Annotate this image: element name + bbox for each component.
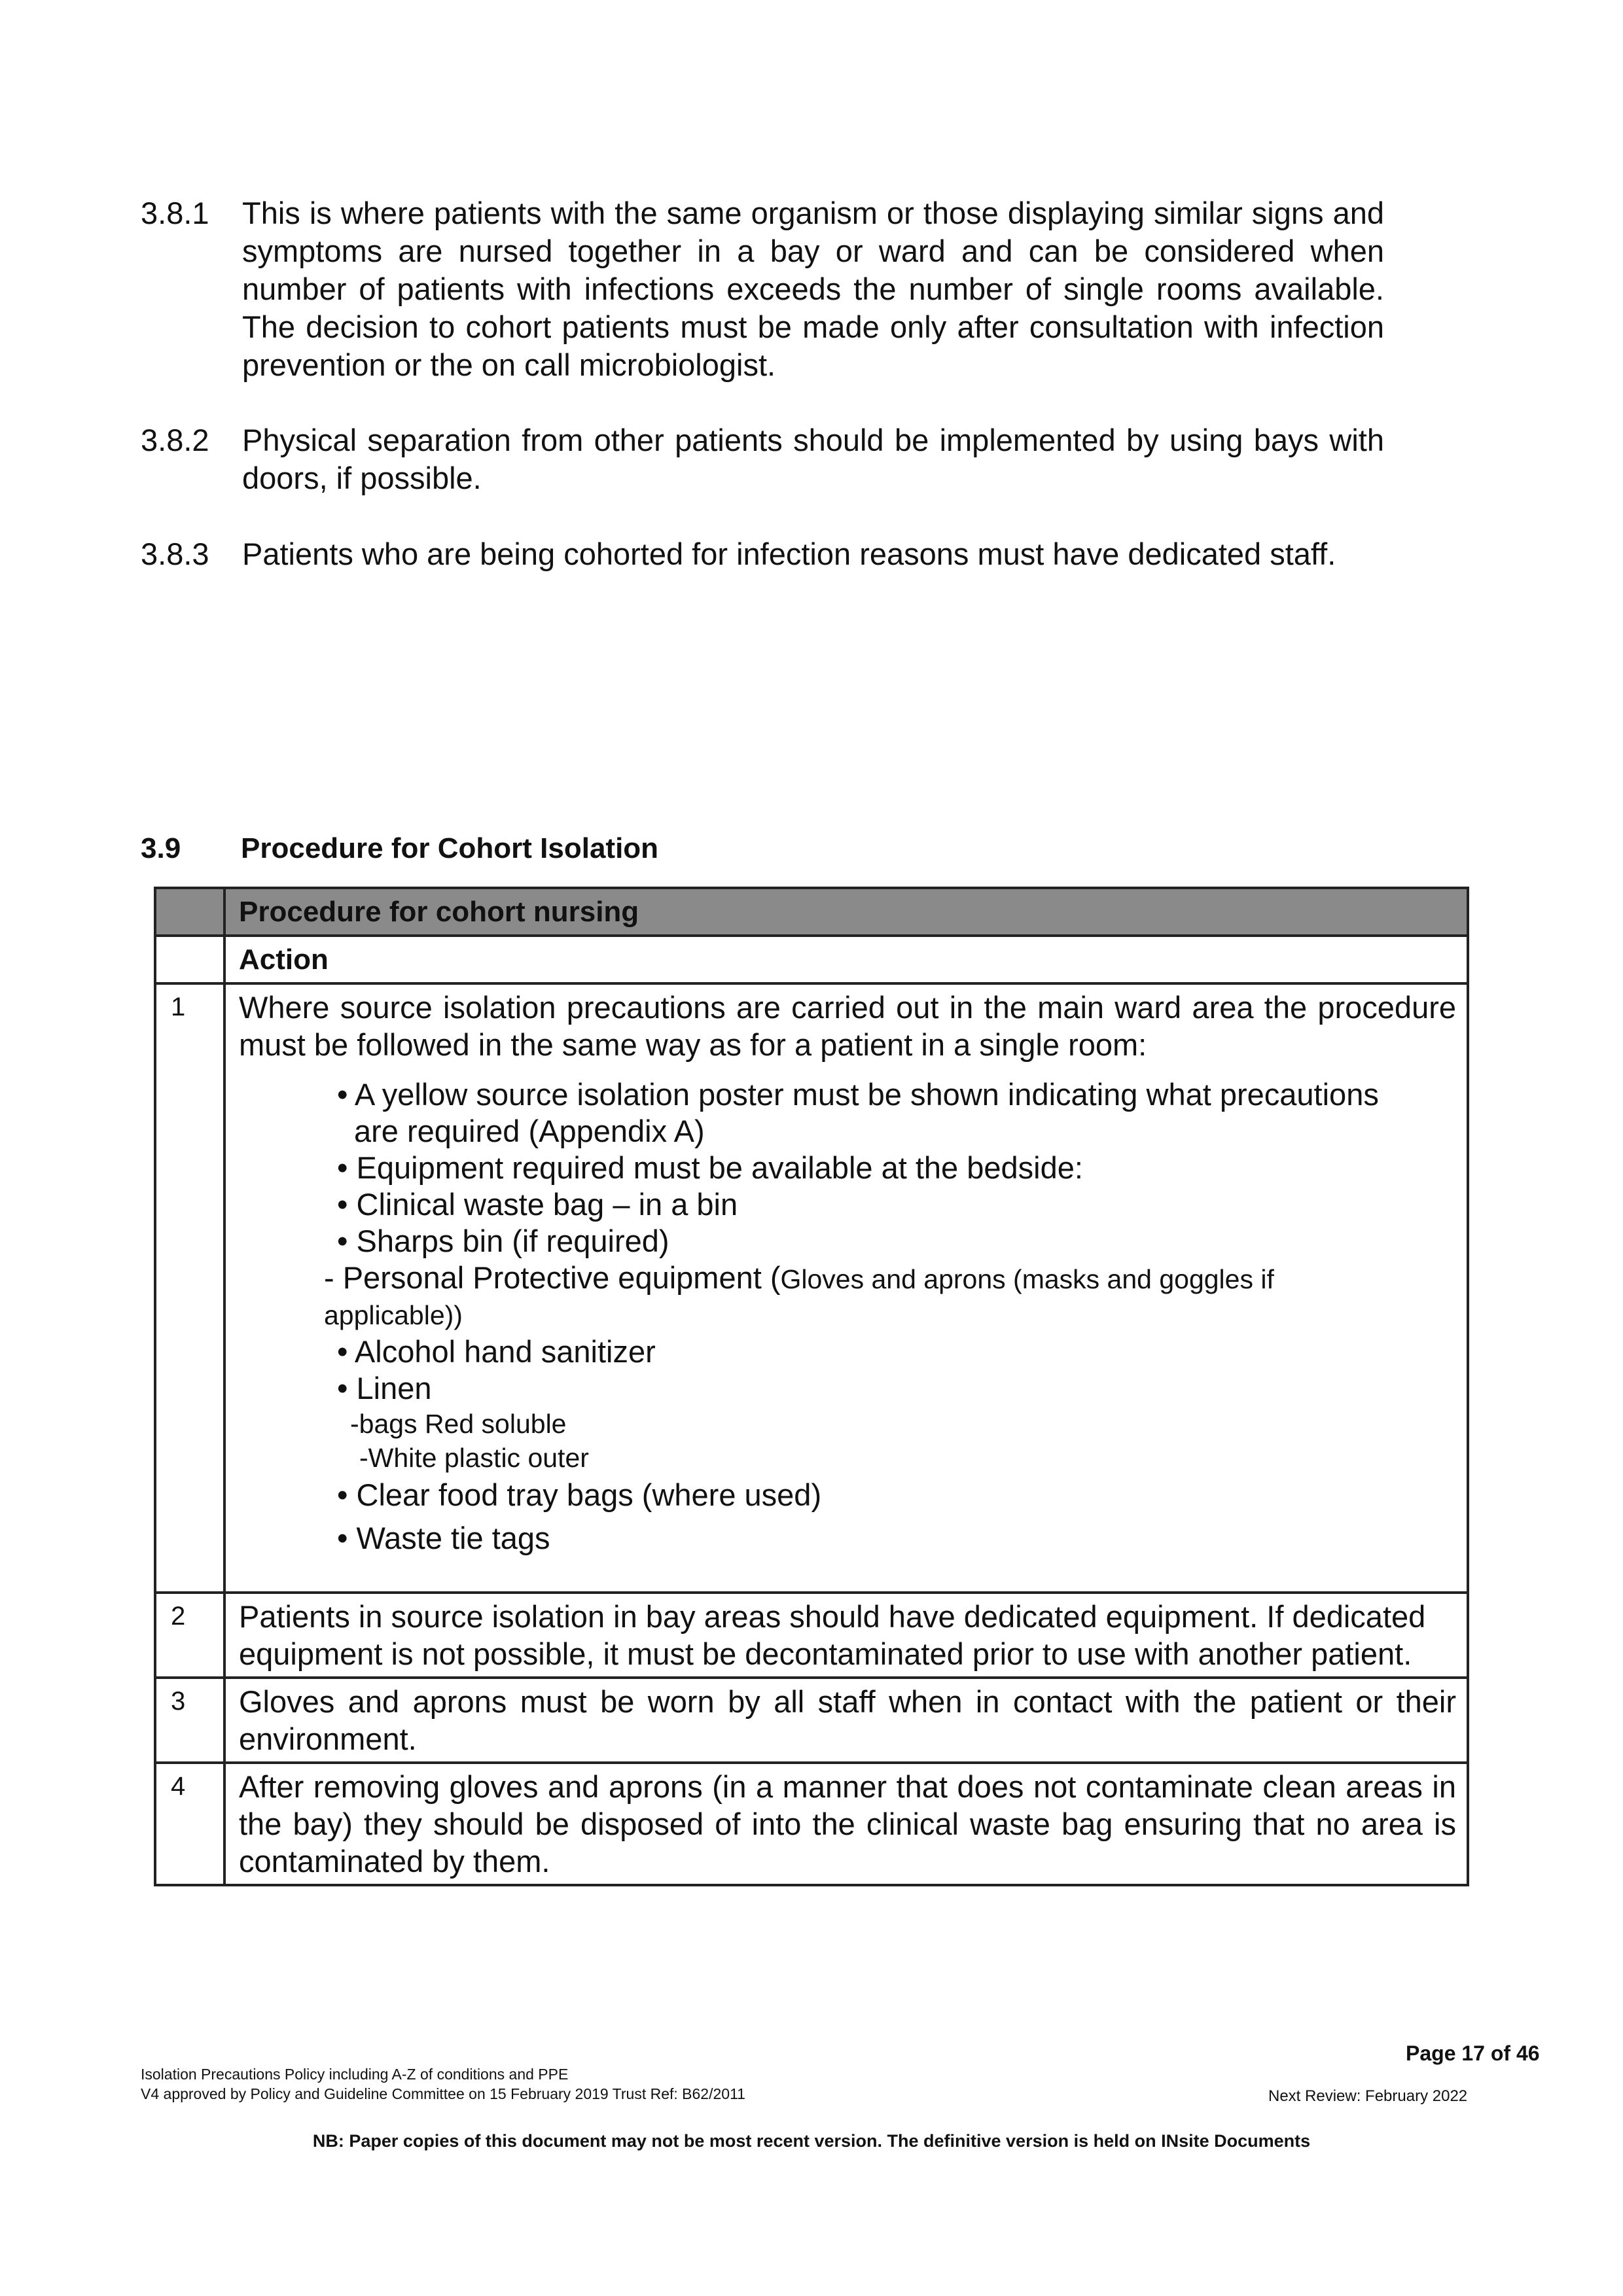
procedure-table	[154, 887, 1469, 1886]
list-item: • Equipment required must be available at the bedside:	[337, 1150, 1083, 1185]
table-row	[155, 983, 1468, 1593]
paragraph-3-8-2	[141, 421, 1384, 497]
list-item: • Clinical waste bag – in a bin	[337, 1187, 738, 1222]
paragraph-number: 3.8.1	[141, 196, 209, 230]
list-subitem: -White plastic outer	[359, 1443, 589, 1473]
ppe-label: - Personal Protective equipment (	[324, 1260, 781, 1295]
table-header: Procedure for cohort nursing	[224, 888, 1468, 936]
row-text: Gloves and aprons must be worn by all staff when in contact with the patient or their environment.	[224, 1678, 1468, 1763]
row-number: 3	[155, 1678, 224, 1763]
footer-approval: V4 approved by Policy and Guideline Committee on 15 February 2019 Trust Ref: B62/2011	[141, 2085, 745, 2102]
table-subheader-row	[155, 936, 1468, 983]
list-item: • A yellow source isolation poster must be shown indicating what precautions	[337, 1077, 1379, 1112]
list-item: • Alcohol hand sanitizer	[337, 1334, 656, 1369]
paragraph-number: 3.8.2	[141, 423, 209, 457]
row-number: 2	[155, 1593, 224, 1678]
table-row	[155, 1593, 1468, 1678]
footer-next-review: Next Review: February 2022	[1268, 2087, 1468, 2105]
row-text: Patients in source isolation in bay areas should have dedicated equipment. If dedicated equipment is not possible, it must be decontaminated prior to use with another patient.	[224, 1593, 1468, 1678]
row-number: 4	[155, 1763, 224, 1885]
paragraph-3-8-1	[141, 194, 1384, 384]
requirements-list	[324, 1076, 1456, 1561]
paragraph-number: 3.8.3	[141, 537, 209, 571]
paragraph-text: Patients who are being cohorted for infection reasons must have dedicated staff.	[242, 537, 1336, 571]
table-subheader: Action	[224, 936, 1468, 983]
list-item	[324, 1260, 1456, 1298]
section-number: 3.9	[141, 832, 181, 864]
list-item-continuation: applicable))	[324, 1300, 463, 1330]
page-number: Page 17 of 46	[1406, 2041, 1540, 2065]
footer-doc-title: Isolation Precautions Policy including A-Z of conditions and PPE	[141, 2066, 569, 2083]
list-item: • Sharps bin (if required)	[337, 1224, 669, 1258]
paragraph-text: Physical separation from other patients should be implemented by using bays with doors, if possible.	[242, 423, 1384, 495]
list-item: • Linen	[337, 1371, 432, 1405]
list-item: • Waste tie tags	[337, 1521, 550, 1555]
paragraph-3-8-3	[141, 535, 1384, 573]
section-heading	[141, 832, 658, 865]
footer-disclaimer: NB: Paper copies of this document may not be most recent version. The definitive version is held on INsite Documents	[312, 2131, 1311, 2151]
paragraph-text: This is where patients with the same organism or those displaying similar signs and symptoms are nursed together in a bay or ward and can be considered when number of patients with infections exceeds the number of single rooms available. The decision to cohort patients must be made only after consultation with infection prevention or the on call microbiologist.	[242, 196, 1384, 382]
section-title: Procedure for Cohort Isolation	[241, 832, 659, 864]
row-number: 1	[155, 983, 224, 1593]
list-subitem: -bags Red soluble	[350, 1409, 567, 1439]
list-item-continuation: are required (Appendix A)	[354, 1114, 705, 1148]
list-item: • Clear food tray bags (where used)	[337, 1477, 822, 1512]
table-header-row	[155, 888, 1468, 936]
ppe-detail: Gloves and aprons (masks and goggles if	[780, 1264, 1274, 1294]
table-row	[155, 1678, 1468, 1763]
row-text: After removing gloves and aprons (in a manner that does not contaminate clean areas in the bay) they should be disposed of into the clinical waste bag ensuring that no area is contaminated by them.	[224, 1763, 1468, 1885]
row-content	[224, 983, 1468, 1593]
row-text: Where source isolation precautions are carried out in the main ward area the procedure must be followed in the same way as for a patient in a single room:	[239, 990, 1456, 1062]
table-row	[155, 1763, 1468, 1885]
